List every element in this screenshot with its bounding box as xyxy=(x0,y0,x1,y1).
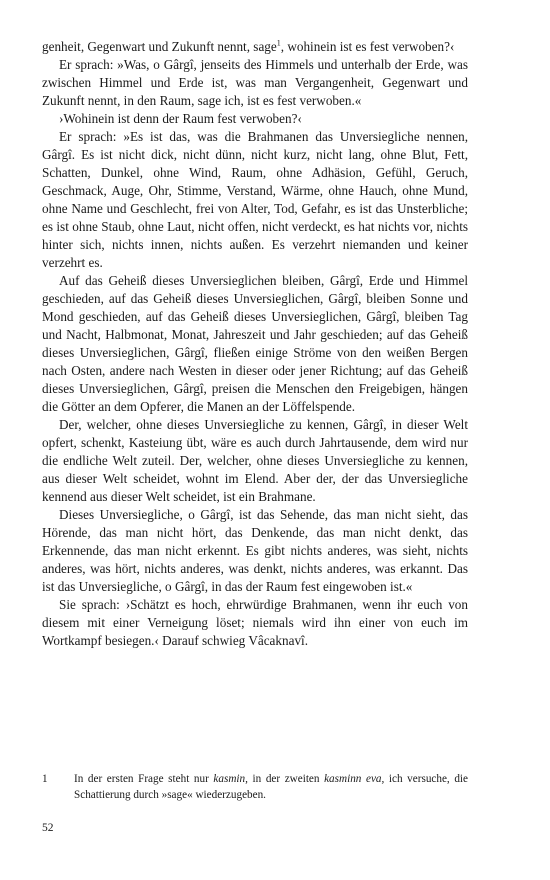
paragraph-2: Er sprach: »Was, o Gârgî, jenseits des Himmels und unterhalb der Erde, was zwischen Himmel und Erde ist, was man Vergangenheit, Gegenwart und Zukunft nennt, in den Raum, sage ich, ist es fest verwoben.« xyxy=(42,57,468,108)
paragraph-1-text-after: , wohinein ist es fest verwoben?‹ xyxy=(280,39,455,54)
footnote-reference: 1 xyxy=(276,38,281,48)
paragraph-4: Er sprach: »Es ist das, was die Brahmanen das Unversiegliche nennen, Gârgî. Es ist nicht dick, nicht dünn, nicht kurz, nicht lang, ohne Blut, Fett, Schatten, Dunkel, ohne Wind, Raum, ohne Adhäsion, Gefühl, Geruch, Geschmack, Auge, Ohr, Stimme, Verstand, Wärme, ohne Hauch, ohne Mund, ohne Name und Geschlecht, frei von Alter, Tod, Gefahr, es ist das Unsterbliche; es ist ohne Staub, ohne Laut, nicht offen, nicht verdeckt, es hat nichts vor, nichts hinter sich, nichts innen, nichts außen. Es verzehrt niemanden und keiner verzehrt es. xyxy=(42,129,468,270)
paragraph-1 xyxy=(42,38,468,56)
paragraph-8: Sie sprach: ›Schätzt es hoch, ehrwürdige Brahmanen, wenn ihr euch von diesem mit einer Verneigung löset; niemals wird ihn einer von euch im Wortkampf besiegen.‹ Darauf schwieg Vâcaknavî. xyxy=(42,597,468,648)
footnote-emphasis: kasmin, xyxy=(213,773,248,785)
paragraph-1-text: genheit, Gegenwart und Zukunft nennt, sage xyxy=(42,39,277,54)
footnote xyxy=(42,771,468,803)
footnote-number: 1 xyxy=(42,773,48,785)
paragraph-6: Der, welcher, ohne dieses Unversiegliche zu kennen, Gârgî, in dieser Welt opfert, schenkt, Kasteiung übt, wäre es auch durch Jahrtausende, dem wird nur die endliche Welt zuteil. Der, welcher, ohne dieses Unversiegliche zu kennen, aus dieser Welt scheidet, wohnt im Elend. Aber der, der das Unversiegliche kennend aus dieser Welt scheidet, ist ein Brahmane. xyxy=(42,417,468,504)
paragraph-7: Dieses Unversiegliche, o Gârgî, ist das Sehende, das man nicht sieht, das Hörende, das man nicht hört, das Denkende, das man nicht denkt, das Erkennende, das man nicht erkennt. Es gibt nichts anderes, was sieht, nichts anderes, was hört, nichts anderes, was denkt, nichts anderes, was erkannt. Das ist das Unversiegliche, o Gârgî, in das der Raum fest eingewoben ist.« xyxy=(42,507,468,594)
page-number: 52 xyxy=(42,822,54,834)
footnote-text xyxy=(74,771,468,803)
paragraph-3: ›Wohinein ist denn der Raum fest verwoben?‹ xyxy=(59,111,302,126)
paragraph-5: Auf das Geheiß dieses Unversieglichen bleiben, Gârgî, Erde und Himmel geschieden, auf das Geheiß dieses Unversieglichen, Gârgî, bleiben Sonne und Mond geschieden, auf das Geheiß dieses Unversieglichen, Gârgî, bleiben Tag und Nacht, Halbmonat, Monat, Jahreszeit und Jahr geschieden; auf das Geheiß dieses Unversieglichen, Gârgî, fließen einige Ströme von den weißen Bergen nach Osten, andere nach Westen in dieser oder jener Richtung; auf das Geheiß dieses Unversieglichen, Gârgî, preisen die Menschen den Freigebigen, hängen die Götter an dem Opferer, die Manen an der Löffelspende. xyxy=(42,273,468,414)
footnote-text-part: In der ersten Frage steht nur xyxy=(74,773,214,785)
footnote-text-part: in der zweiten xyxy=(247,773,325,785)
footnote-emphasis: kasminn eva, xyxy=(324,773,385,785)
body-text xyxy=(42,38,468,650)
footnote-text-part: ich versuche, die Schattierung durch »sage« wiederzugeben. xyxy=(74,773,468,801)
